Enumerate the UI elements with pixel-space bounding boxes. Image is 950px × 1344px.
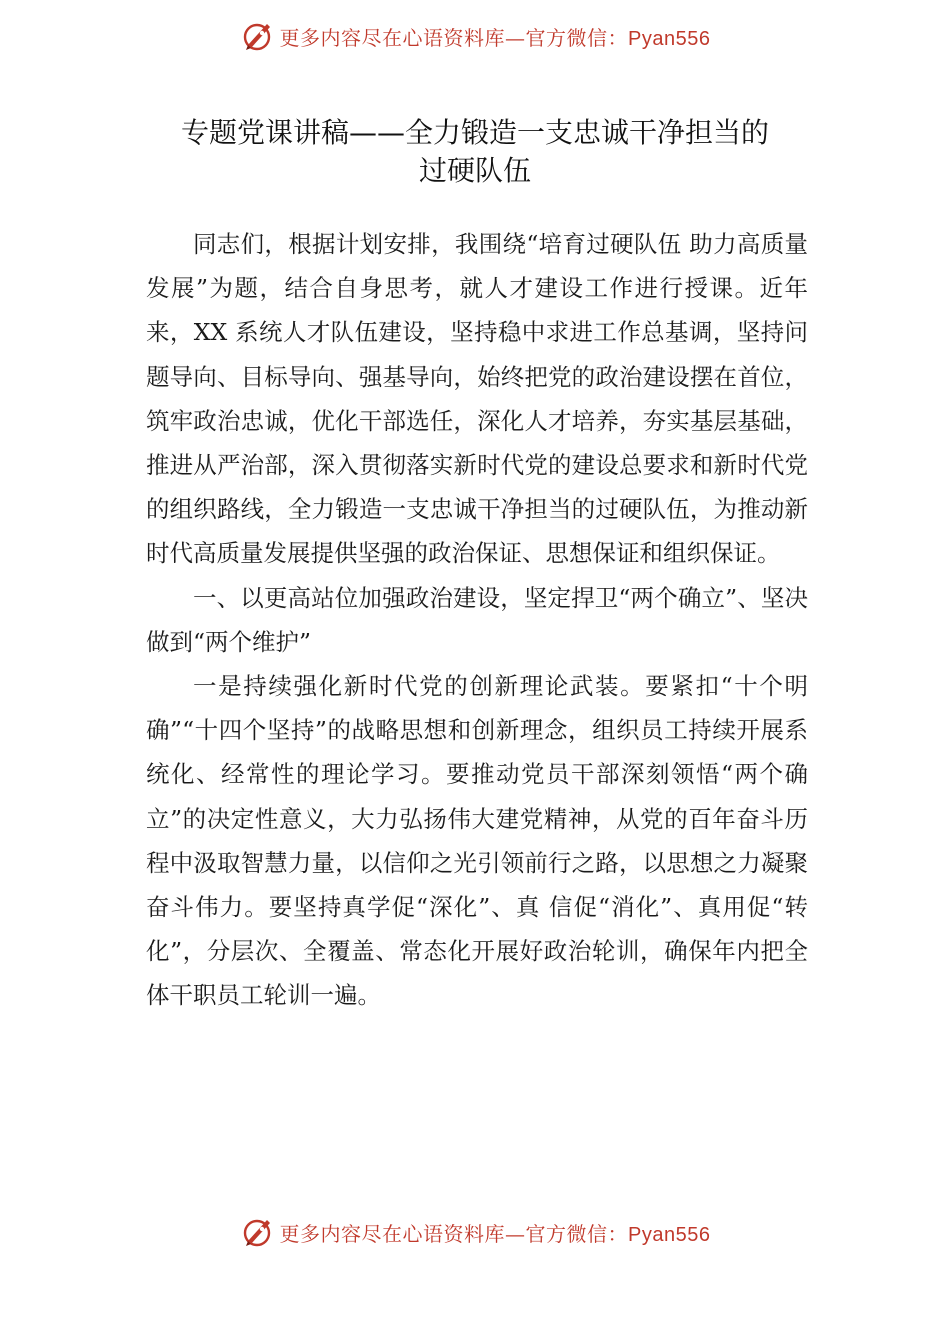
- header-banner-text: [280, 22, 711, 51]
- header-site-text: 更多内容尽在心语资料库: [279, 25, 506, 50]
- footer-site-text: 更多内容尽在心语资料库: [279, 1221, 506, 1246]
- header-wechat-id: Pyan556: [628, 27, 711, 50]
- document-title: [100, 114, 850, 190]
- header-separator: —: [505, 25, 526, 50]
- paragraph-point-one: 一是持续强化新时代党的创新理论武装。要紧扣“十个明确”“十四个坚持”的战略思想和创新理念，组织员工持续开展系统化、经常性的理论学习。要推动党员干部深刻领悟“两个确立”的决定性意义，大力弘扬伟大建党精神，从党的百年奋斗历程中汲取智慧力量，以信仰之光引领前行之路，以思想之力凝聚奋斗伟力。要坚持真学促“深化”、真 信促“消化”、真用促“转化”，分层次、全覆盖、常态化开展好政治轮训，确保年内把全体干职员工轮训一遍。: [146, 672, 808, 1010]
- footer-separator: —: [505, 1221, 526, 1246]
- document-body: [146, 222, 808, 1018]
- header-wechat-label: 官方微信：: [525, 25, 629, 50]
- pen-logo-icon: [240, 1215, 274, 1249]
- header-banner: [0, 14, 950, 58]
- title-line-1: 专题党课讲稿——全力锻造一支忠诚干净担当的: [180, 116, 769, 149]
- title-line-2: 过硬队伍: [418, 154, 531, 187]
- paragraph-intro: 同志们，根据计划安排，我围绕“培育过硬队伍 助力高质量发展”为题，结合自身思考，就人才建设工作进行授课。近年来，XX 系统人才队伍建设，坚持稳中求进工作总基调，坚持问题导向、目标导向、强基导向，始终把党的政治建设摆在首位，筑牢政治忠诚，优化干部选任，深化人才培养，夯实基层基础，推进从严治部，深入贯彻落实新时代党的建设总要求和新时代党的组织路线，全力锻造一支忠诚干净担当的过硬队伍，为推动新时代高质量发展提供坚强的政治保证、思想保证和组织保证。: [146, 230, 808, 568]
- footer-banner: [0, 1210, 950, 1254]
- pen-logo-icon: [240, 19, 274, 53]
- footer-wechat-label: 官方微信：: [525, 1221, 629, 1246]
- footer-wechat-id: Pyan556: [628, 1223, 711, 1246]
- paragraph-section-heading: 一、以更高站位加强政治建设，坚定捍卫“两个确立”、坚决做到“两个维护”: [146, 583, 808, 656]
- footer-banner-text: [280, 1218, 711, 1247]
